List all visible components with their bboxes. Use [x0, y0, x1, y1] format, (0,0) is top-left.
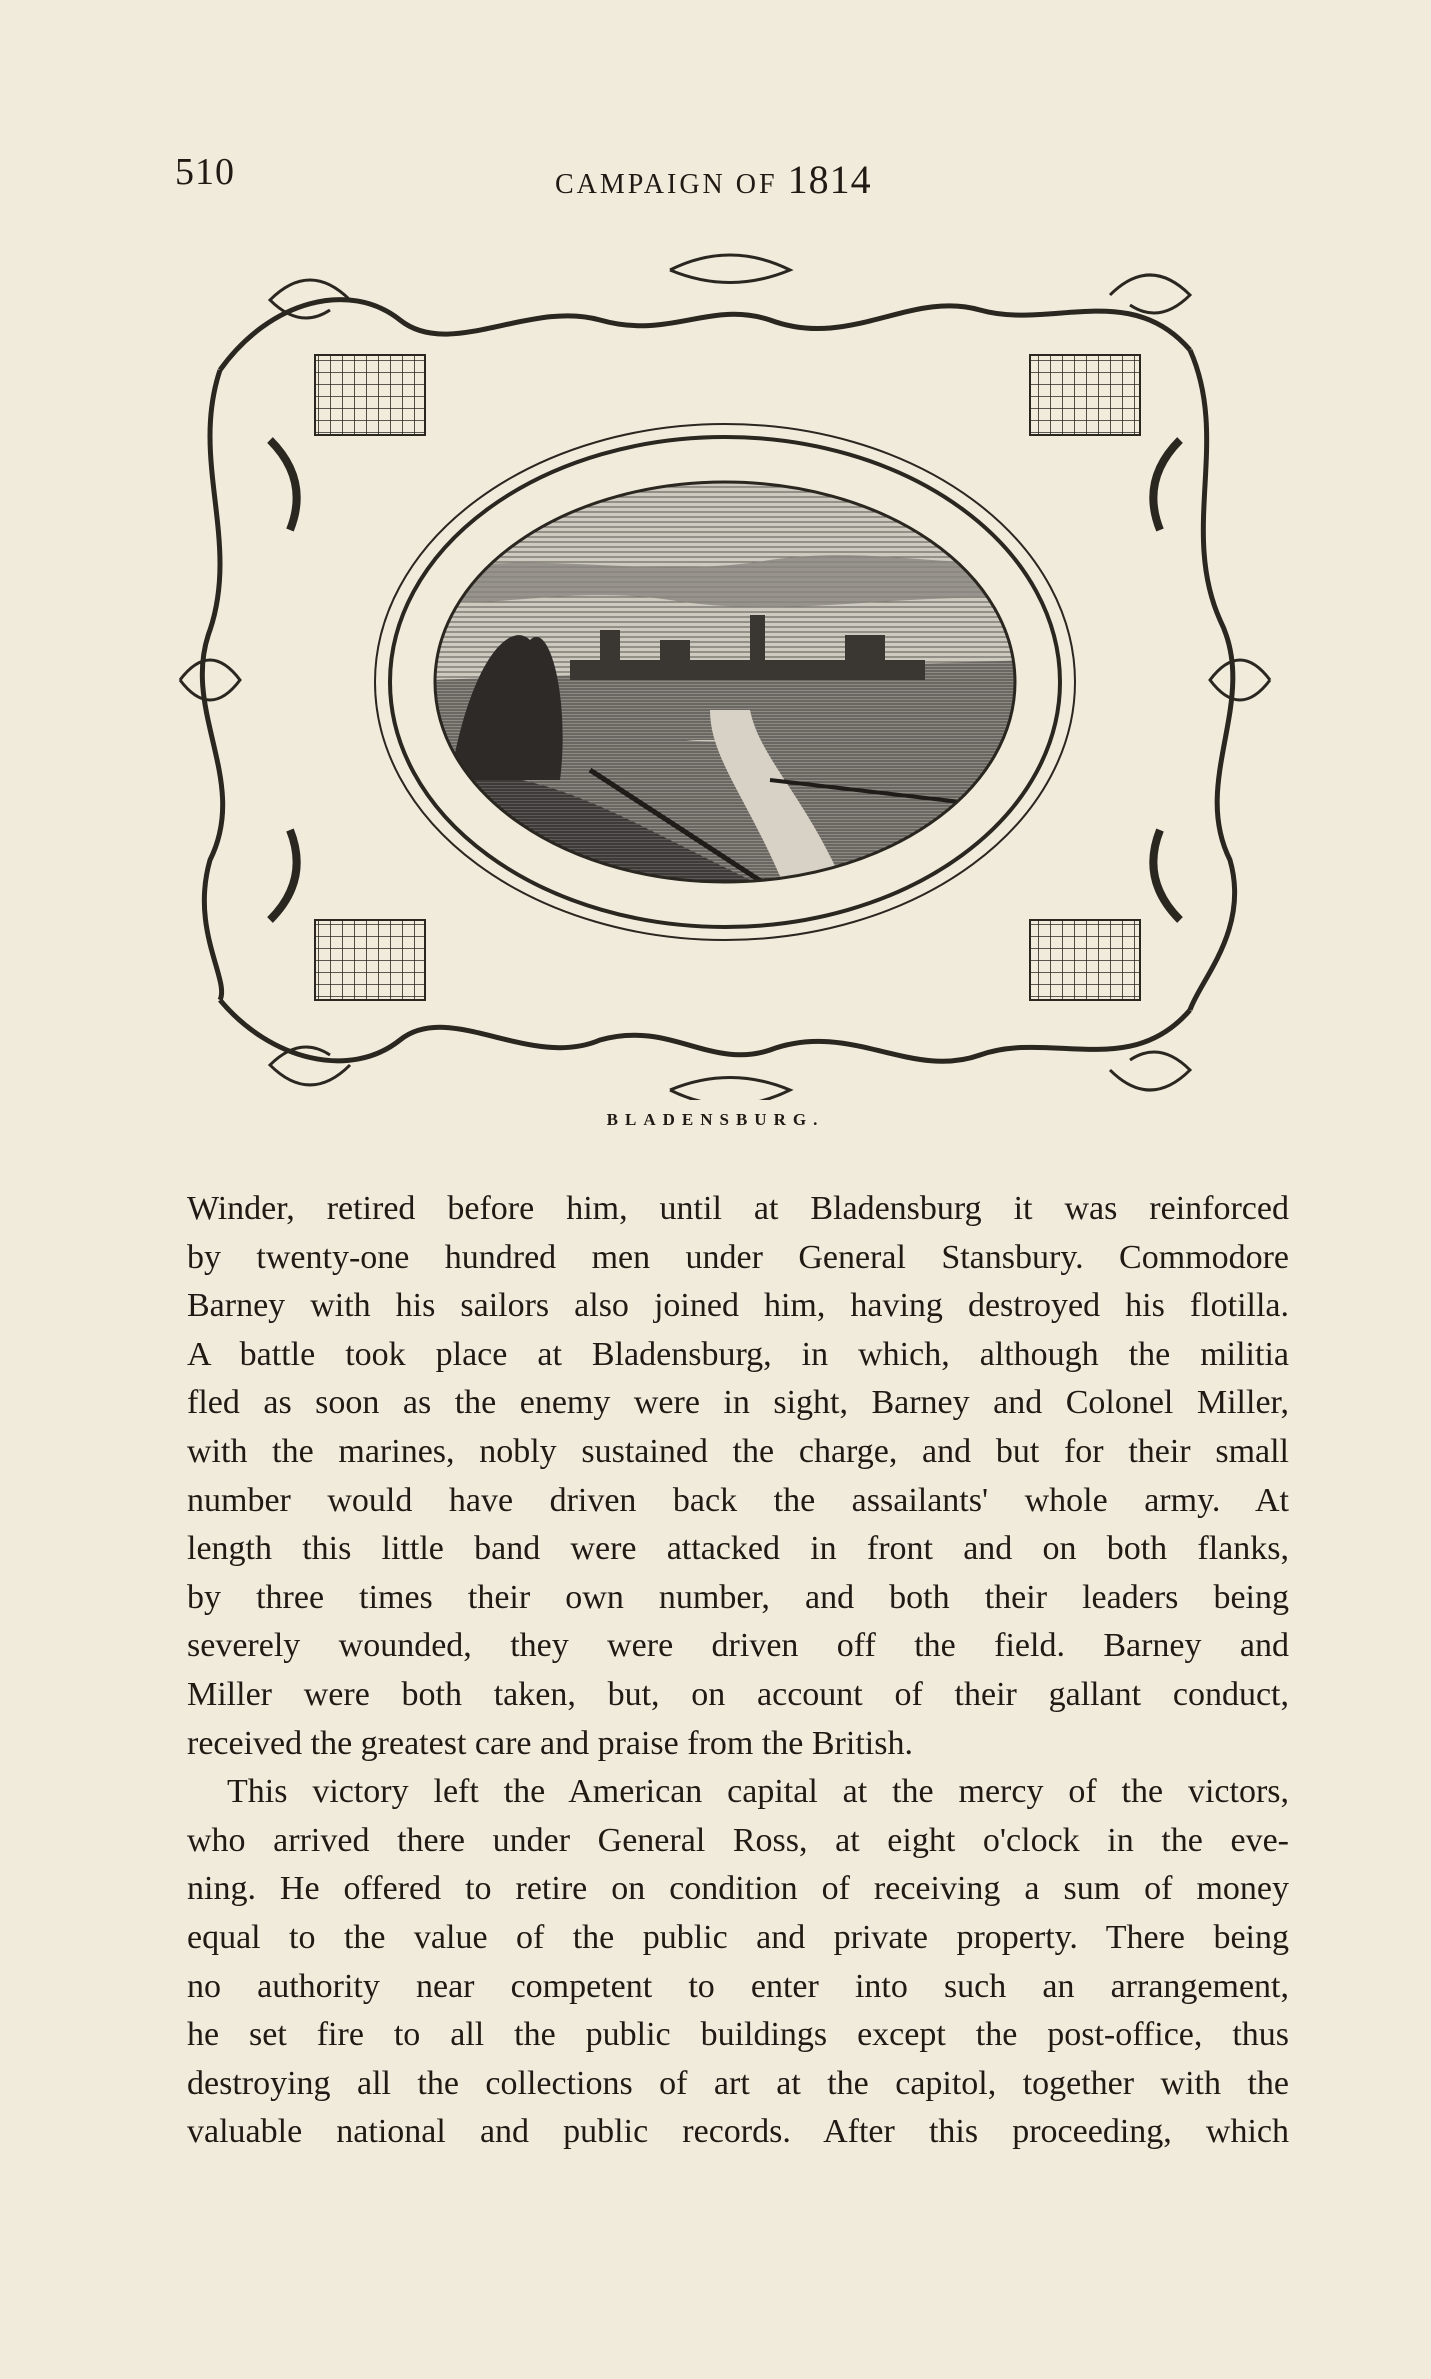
text-line: Barney with his sailors also joined him, having destroyed his flotilla.: [187, 1287, 1289, 1325]
text-line: by three times their own number, and both their leaders being: [187, 1578, 1289, 1616]
text-line: valuable national and public records. After this proceeding, which: [187, 2113, 1289, 2151]
text-line: no authority near competent to enter into such an arrangement,: [187, 1967, 1289, 2005]
lattice-corner-tl: [315, 355, 425, 435]
text-line: with the marines, nobly sustained the charge, and but for their small: [187, 1432, 1289, 1470]
text-line: equal to the value of the public and private property. There being: [187, 1918, 1289, 1956]
text-line: Miller were both taken, but, on account of their gallant conduct,: [187, 1675, 1289, 1713]
text-line: A battle took place at Bladensburg, in which, although the militia: [187, 1335, 1289, 1373]
text-line: he set fire to all the public buildings except the post-office, thus: [187, 2016, 1289, 2054]
landscape-vignette: [430, 480, 1030, 900]
body-text: [187, 1185, 1289, 2157]
text-line: Winder, retired before him, until at Bladensburg it was reinforced: [187, 1190, 1289, 1227]
page-number: 510: [175, 151, 235, 193]
text-line: who arrived there under General Ross, at eight o'clock in the eve-: [187, 1821, 1289, 1859]
illustration-caption: BLADENSBURG.: [606, 1110, 825, 1129]
text-line: severely wounded, they were driven off the field. Barney and: [187, 1627, 1289, 1665]
text-line: length this little band were attacked in front and on both flanks,: [187, 1530, 1289, 1568]
text-line: destroying all the collections of art at the capitol, together with the: [187, 2064, 1289, 2102]
text-line: This victory left the American capital at the mercy of the victors,: [227, 1773, 1289, 1811]
lattice-corner-br: [1030, 920, 1140, 1000]
running-title: [555, 156, 872, 203]
lattice-corner-bl: [315, 920, 425, 1000]
text-line: by twenty-one hundred men under General Stansbury. Commodore: [187, 1238, 1289, 1276]
text-line: received the greatest care and praise from the British.: [187, 1724, 913, 1762]
text-line: number would have driven back the assailants' whole army. At: [187, 1481, 1289, 1519]
running-title-text: CAMPAIGN OF: [555, 169, 778, 200]
text-line: fled as soon as the enemy were in sight, Barney and Colonel Miller,: [187, 1384, 1289, 1422]
running-title-year: 1814: [787, 157, 872, 202]
bladensburg-engraving: [150, 240, 1310, 1100]
lattice-corner-tr: [1030, 355, 1140, 435]
text-line: ning. He offered to retire on condition of receiving a sum of money: [187, 1870, 1289, 1908]
